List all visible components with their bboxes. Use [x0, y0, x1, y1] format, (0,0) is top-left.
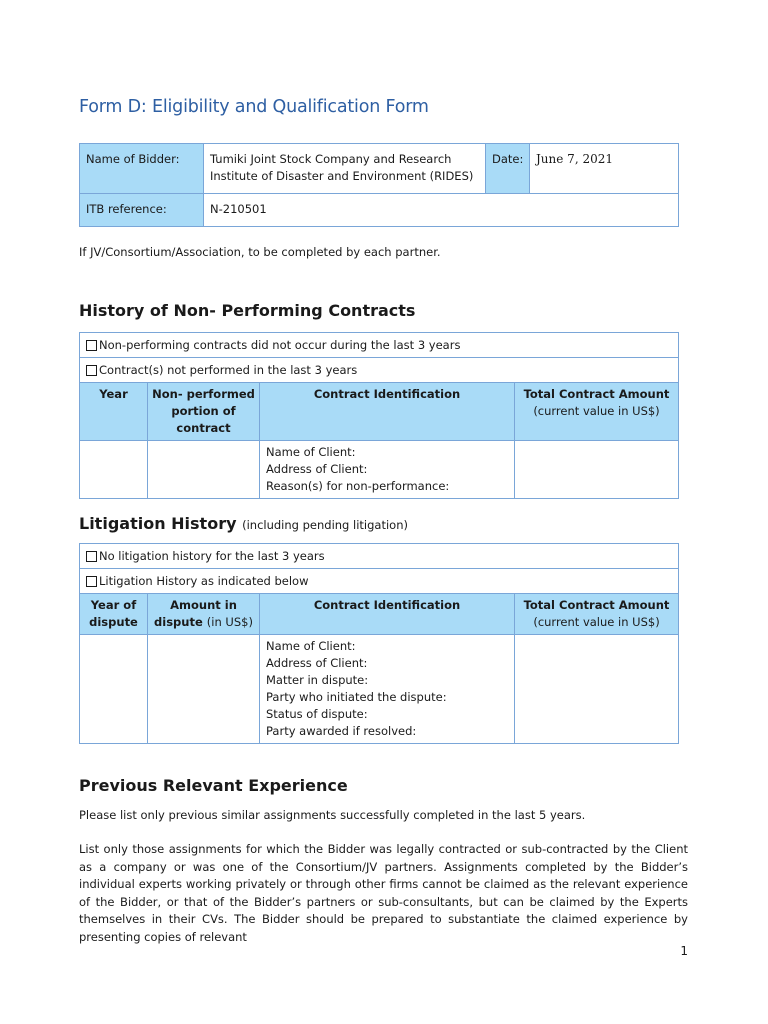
litigation-option-some[interactable]: Litigation History as indicated below: [80, 569, 679, 594]
amount-cell: [515, 441, 679, 499]
date-value: June 7, 2021: [530, 144, 679, 194]
itb-reference-value: N-210501: [204, 194, 679, 227]
non-performing-table: [79, 332, 679, 499]
experience-paragraph-2: List only those assignments for which the Bidder was legally contracted or sub-contracted by the Client as a company or was one of the Consortium/JV partners. Assignments completed by the Bidder’s individual experts working privately or through other firms cannot be claimed as the relevant experience of the Bidder, or that of the Bidder’s partners or sub-consultants, but can be claimed by the Experts themselves in their CVs. The Bidder should be prepared to substantiate the claimed experience by presenting copies of relevant: [79, 842, 688, 944]
checkbox-icon[interactable]: [86, 340, 97, 351]
portion-cell: [148, 441, 260, 499]
bidder-info-table: [79, 143, 679, 227]
litigation-heading: Litigation History (including pending litigation): [79, 514, 408, 533]
litigation-option-none[interactable]: No litigation history for the last 3 years: [80, 544, 679, 569]
total-cell: [515, 635, 679, 744]
itb-reference-label: ITB reference:: [80, 194, 204, 227]
col-total-contract-amount: Total Contract Amount (current value in US$): [515, 594, 679, 635]
bidder-name-label: Name of Bidder:: [80, 144, 204, 194]
non-performing-option-some[interactable]: Contract(s) not performed in the last 3 years: [80, 358, 679, 383]
date-label: Date:: [486, 144, 530, 194]
page-number: 1: [680, 944, 688, 958]
col-contract-identification: Contract Identification: [260, 594, 515, 635]
col-year: Year: [80, 383, 148, 441]
checkbox-icon[interactable]: [86, 551, 97, 562]
col-year-of-dispute: Year of dispute: [80, 594, 148, 635]
litigation-table: [79, 543, 679, 744]
identification-cell: Name of Client: Address of Client: Reason(s) for non-performance:: [260, 441, 515, 499]
bidder-name-value: Tumiki Joint Stock Company and Research Institute of Disaster and Environment (RIDES): [204, 144, 486, 194]
col-non-performed-portion: Non- performed portion of contract: [148, 383, 260, 441]
col-total-contract-amount: Total Contract Amount (current value in US$): [515, 383, 679, 441]
experience-heading: Previous Relevant Experience: [79, 776, 348, 795]
checkbox-icon[interactable]: [86, 365, 97, 376]
amount-cell: [148, 635, 260, 744]
identification-cell: Name of Client: Address of Client: Matter in dispute: Party who initiated the dispute: Status of dispute: Party awarded if resolved:: [260, 635, 515, 744]
col-amount-in-dispute: Amount in dispute (in US$): [148, 594, 260, 635]
non-performing-option-none[interactable]: Non-performing contracts did not occur during the last 3 years: [80, 333, 679, 358]
year-cell: [80, 635, 148, 744]
non-performing-heading: History of Non- Performing Contracts: [79, 301, 416, 320]
col-contract-identification: Contract Identification: [260, 383, 515, 441]
year-cell: [80, 441, 148, 499]
form-title: Form D: Eligibility and Qualification Form: [79, 97, 429, 117]
experience-paragraph-1: Please list only previous similar assignments successfully completed in the last 5 years.: [79, 808, 586, 822]
jv-note: If JV/Consortium/Association, to be completed by each partner.: [79, 245, 441, 259]
checkbox-icon[interactable]: [86, 576, 97, 587]
